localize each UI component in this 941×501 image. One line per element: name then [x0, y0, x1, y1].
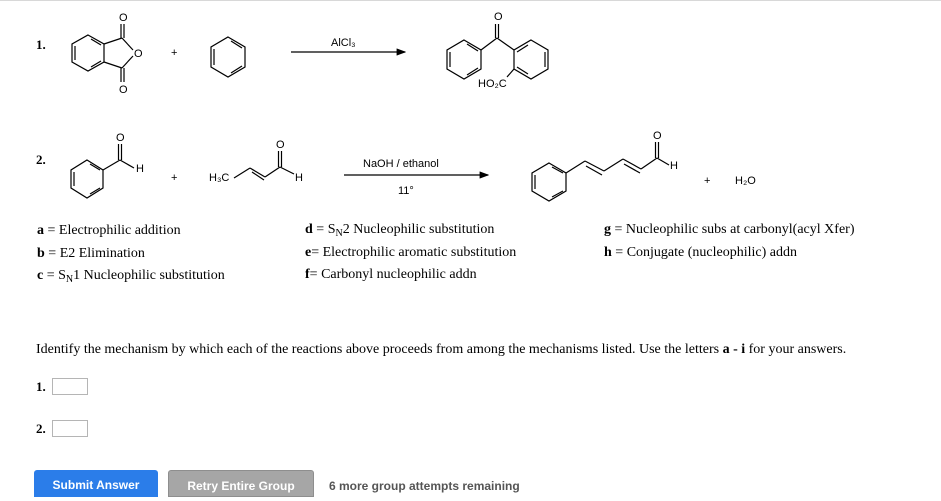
reaction-1-reagent: AlCl₃ — [331, 37, 356, 49]
submit-answer-button[interactable]: Submit Answer — [34, 470, 158, 497]
hydrogen-label: H — [136, 163, 144, 175]
mechanism-column-2 — [305, 219, 516, 287]
mechanism-option-a: a = Electrophilic addition — [37, 223, 181, 238]
methyl-label: H₃C — [209, 172, 230, 184]
oxygen-label: O — [116, 132, 125, 144]
answer-2-input[interactable] — [52, 420, 88, 437]
mechanism-option-d: $d = S_N2$ Nucleophilic substitution — [305, 222, 495, 239]
reaction-2-reagent: NaOH / ethanol — [363, 158, 439, 170]
reaction-1-plus: + — [171, 47, 178, 59]
aldehyde-h-label: H — [295, 172, 303, 184]
reaction-schemes — [0, 0, 941, 215]
benzene-structure — [211, 37, 245, 77]
water-label: H₂O — [735, 175, 756, 187]
reaction-2-temperature: 11° — [398, 185, 414, 197]
answer-1-input[interactable] — [52, 378, 88, 395]
reaction-2-number: 2. — [36, 152, 46, 167]
mechanism-column-3 — [604, 219, 854, 264]
reaction-1-number: 1. — [36, 37, 46, 52]
crotonaldehyde-structure — [234, 151, 294, 180]
oxygen-label: O — [119, 84, 128, 96]
oxygen-label: O — [276, 139, 285, 151]
oxygen-label: O — [119, 12, 128, 24]
reaction-2-plus: + — [171, 172, 178, 184]
mechanism-option-c: $c = S_N1$ Nucleophilic substitution — [37, 268, 225, 285]
oxygen-label: O — [494, 11, 503, 23]
answer-2-label: 2. — [36, 421, 46, 436]
oxygen-label: O — [134, 48, 143, 60]
phthalic-anhydride-structure — [72, 24, 133, 82]
benzoylbenzoic-acid-structure — [447, 24, 548, 79]
phenylpentadienal-structure — [532, 142, 669, 201]
mechanism-option-b: b = E2 Elimination — [37, 245, 145, 261]
mechanism-option-h: h = Conjugate (nucleophilic) addn — [604, 244, 797, 260]
mechanism-option-g: g = Nucleophilic subs at carbonyl(acyl Xfer) — [604, 222, 855, 237]
mechanism-column-1 — [37, 220, 225, 288]
mechanism-option-e: e= Electrophilic aromatic substitution — [305, 244, 517, 260]
instruction-text: Identify the mechanism by which each of the reactions above proceeds from among the mechanisms listed. Use the letters a - i for your answers. — [36, 342, 847, 357]
attempts-remaining-text: 6 more group attempts remaining — [329, 479, 520, 493]
carboxylic-acid-label: HO₂C — [478, 78, 507, 90]
answer-1-label: 1. — [36, 379, 46, 394]
oxygen-label: O — [653, 130, 662, 142]
benzaldehyde-structure — [71, 144, 134, 198]
mechanism-option-f: f= Carbonyl nucleophilic addn — [305, 267, 477, 282]
retry-entire-group-button[interactable]: Retry Entire Group — [168, 470, 314, 497]
hydrogen-label: H — [670, 160, 678, 172]
reaction-2-product-plus: + — [704, 175, 711, 187]
